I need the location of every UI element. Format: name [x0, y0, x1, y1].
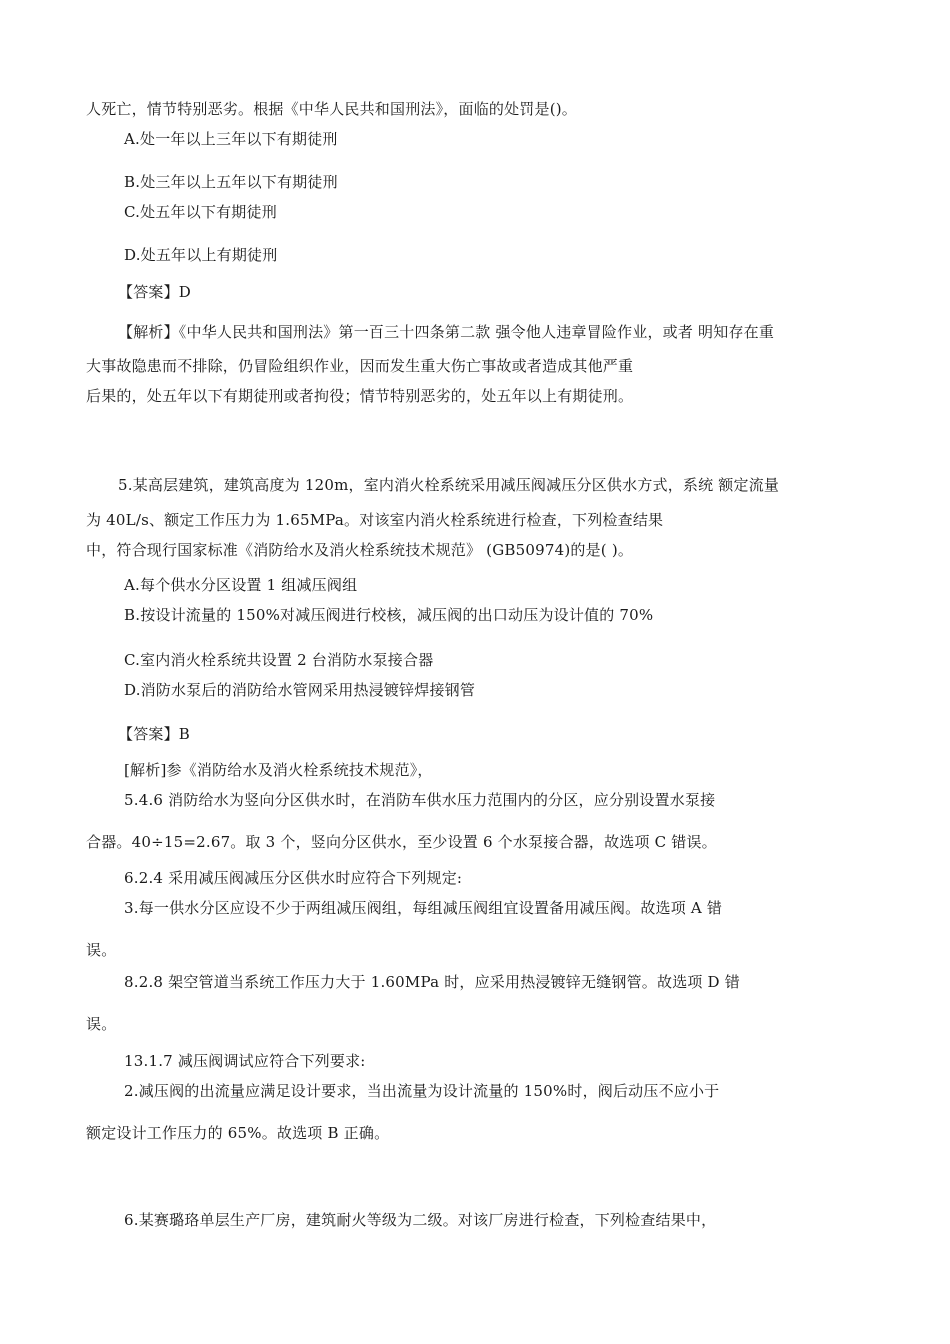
q4-analysis-line-3: 后果的，处五年以下有期徒刑或者拘役；情节特别恶劣的，处五年以上有期徒刑。	[86, 387, 634, 405]
q5-analysis-intro: [解析]参《消防给水及消火栓系统技术规范》，	[124, 761, 433, 779]
q5-option-c: C.室内消火栓系统共设置 2 台消防水泵接合器	[124, 651, 434, 669]
q5-analysis-6-2-4-item3: 3.每一供水分区应设不少于两组减压阀组，每组减压阀组宜设置备用减压阀。故选项 A 错	[124, 899, 723, 917]
q5-analysis-5-4-6-cont: 合器。40÷15=2.67。取 3 个，竖向分区供水，至少设置 6 个水泵接合器，故选项 C 错误。	[86, 833, 717, 851]
q5-analysis-6-2-4-cont: 误。	[86, 941, 117, 959]
q6-stem: 6.某赛璐珞单层生产厂房，建筑耐火等级为二级。对该厂房进行检查，下列检查结果中，	[124, 1211, 717, 1229]
q4-option-d: D.处五年以上有期徒刑	[124, 246, 278, 264]
q5-option-b: B.按设计流量的 150%对减压阀进行校核，减压阀的出口动压为设计值的 70%	[124, 606, 654, 624]
q5-analysis-8-2-8-cont: 误。	[86, 1015, 117, 1033]
q4-option-a: A.处一年以上三年以下有期徒刑	[124, 130, 338, 148]
q5-analysis-13-1-7: 13.1.7 减压阀调试应符合下列要求:	[124, 1052, 366, 1070]
q5-analysis-6-2-4: 6.2.4 采用减压阀减压分区供水时应符合下列规定:	[124, 869, 463, 887]
q4-stem-tail: 人死亡，情节特别恶劣。根据《中华人民共和国刑法》，面临的处罚是()。	[86, 100, 578, 118]
q5-analysis-13-1-7-item2: 2.减压阀的出流量应满足设计要求，当出流量为设计流量的 150%时，阀后动压不应小于	[124, 1082, 720, 1100]
q4-option-b: B.处三年以上五年以下有期徒刑	[124, 173, 338, 191]
q5-stem-line-1: 5.某高层建筑，建筑高度为 120m，室内消火栓系统采用减压阀减压分区供水方式，系统 额定流量	[118, 476, 780, 494]
q4-analysis-line-1: 【解析】《中华人民共和国刑法》第一百三十四条第二款 强令他人违章冒险作业，或者 明知存在重	[118, 323, 775, 341]
q4-option-c: C.处五年以下有期徒刑	[124, 203, 277, 221]
q5-stem-line-3: 中，符合现行国家标准《消防给水及消火栓系统技术规范》 (GB50974)的是( )。	[86, 541, 634, 559]
q4-answer: 【答案】D	[118, 283, 192, 301]
q5-analysis-13-1-7-cont: 额定设计工作压力的 65%。故选项 B 正确。	[86, 1124, 390, 1142]
q5-option-a: A.每个供水分区设置 1 组减压阀组	[124, 576, 358, 594]
q4-analysis-line-2: 大事故隐患而不排除，仍冒险组织作业，因而发生重大伤亡事故或者造成其他严重	[86, 357, 634, 375]
q5-stem-line-2: 为 40L/s、额定工作压力为 1.65MPa。对该室内消火栓系统进行检查，下列检查结果	[86, 511, 664, 529]
q5-option-d: D.消防水泵后的消防给水管网采用热浸镀锌焊接钢管	[124, 681, 476, 699]
q5-analysis-8-2-8: 8.2.8 架空管道当系统工作压力大于 1.60MPa 时，应采用热浸镀锌无缝钢管。故选项 D 错	[124, 973, 740, 991]
q5-answer: 【答案】B	[118, 725, 191, 743]
q5-analysis-5-4-6: 5.4.6 消防给水为竖向分区供水时，在消防车供水压力范围内的分区，应分别设置水泵接	[124, 791, 716, 809]
